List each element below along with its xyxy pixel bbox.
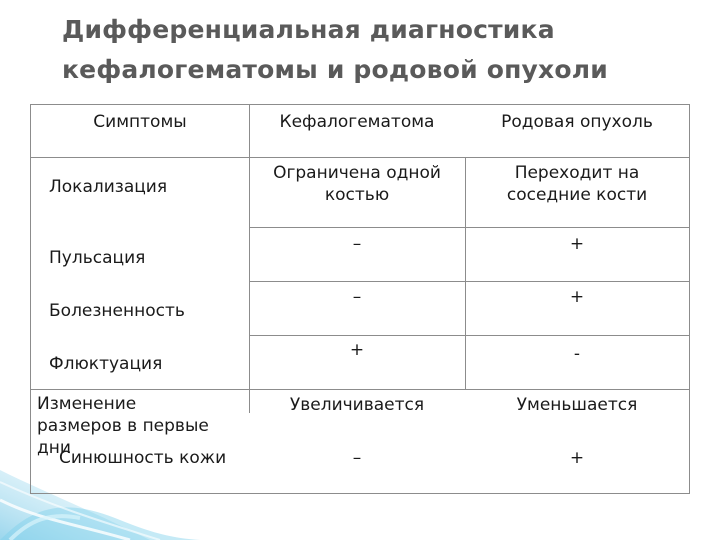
cephalhematoma-skin-cyanosis: – (352, 448, 362, 468)
symptom-fluctuation: Флюктуация (49, 354, 163, 374)
cephalhematoma-pulsation: – (352, 234, 362, 254)
cell-line: Изменение (37, 394, 137, 414)
cephalhematoma-localization (249, 162, 465, 206)
comparison-table (30, 104, 690, 494)
cell-line: Переходит на (514, 163, 640, 183)
cephalhematoma-fluctuation: + (349, 340, 365, 360)
birth-tumor-skin-cyanosis: + (569, 448, 585, 468)
grid-line (249, 335, 689, 336)
title-line-1: Дифференциальная диагностика (62, 15, 555, 44)
grid-line (249, 105, 250, 413)
grid-line (31, 389, 689, 390)
birth-tumor-pulsation: + (569, 234, 585, 254)
grid-line (31, 157, 689, 158)
grid-line (249, 227, 689, 228)
title-line-2: кефалогематомы и родовой опухоли (62, 55, 608, 84)
page-title (62, 10, 608, 90)
cell-line: костью (324, 185, 390, 205)
header-cephalhematoma: Кефалогематома (279, 112, 435, 132)
header-birth-tumor: Родовая опухоль (501, 112, 653, 132)
header-symptoms: Симптомы (93, 112, 187, 132)
symptom-pain: Болезненность (49, 301, 185, 321)
cell-line: дни (37, 438, 71, 458)
birth-tumor-pain: + (569, 287, 585, 307)
birth-tumor-localization (465, 162, 689, 206)
grid-line (249, 281, 689, 282)
birth-tumor-fluctuation: - (573, 344, 581, 364)
cephalhematoma-size-change: Увеличивается (289, 395, 425, 415)
cephalhematoma-pain: – (352, 287, 362, 307)
cell-line: размеров в первые (37, 416, 209, 436)
symptom-localization: Локализация (49, 177, 168, 197)
cell-line: соседние кости (506, 185, 648, 205)
symptom-pulsation: Пульсация (49, 248, 146, 268)
birth-tumor-size-change: Уменьшается (516, 395, 638, 415)
symptom-skin-cyanosis: Синюшность кожи (59, 448, 227, 468)
cell-line: Ограничена одной (273, 163, 441, 183)
